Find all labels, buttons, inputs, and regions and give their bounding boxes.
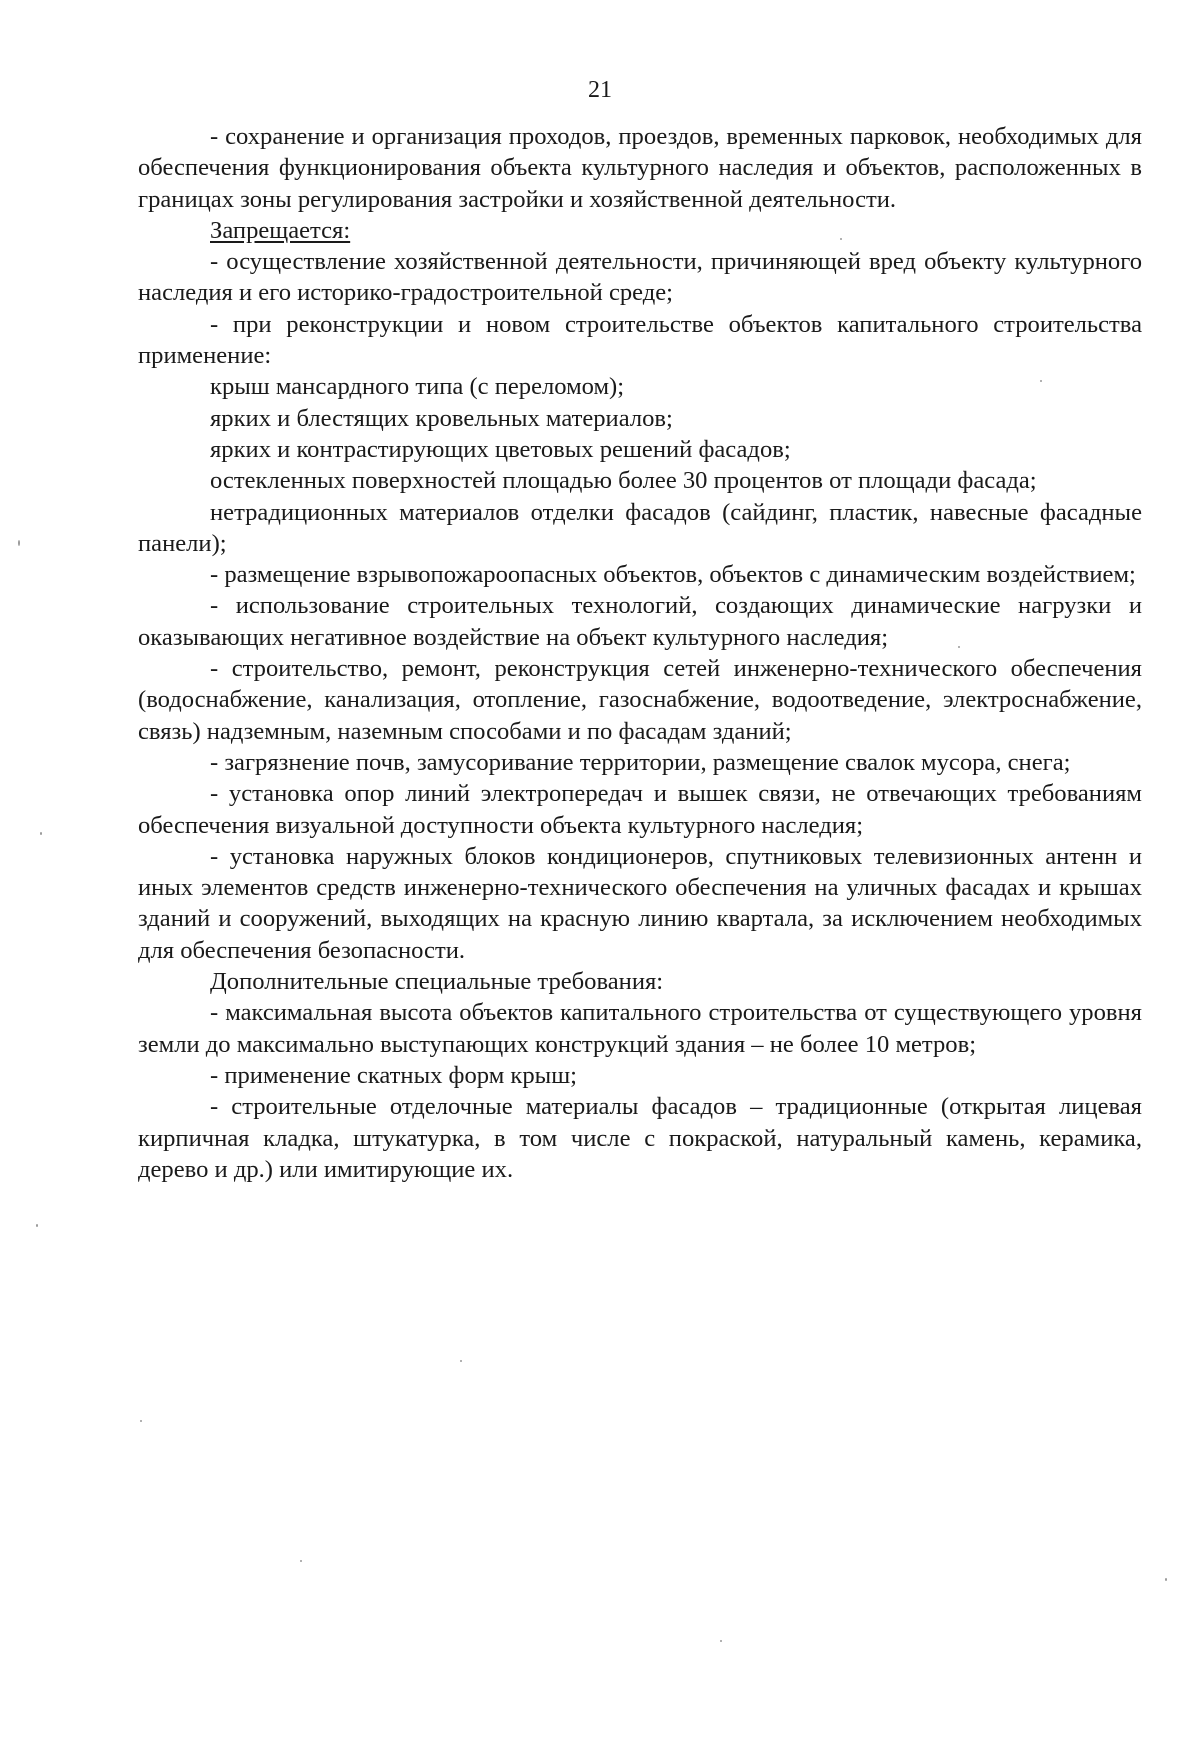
paragraph-external-units: - установка наружных блоков кондиционеров, спутниковых телевизионных антенн и иных элементов средств инженерно-технического обеспечения на уличных фасадах и крышах зданий и сооружений, выходящих на красную линию квартала, за исключением необходимых для обеспечения безопасности. [138, 842, 1142, 964]
prohibited-heading-label: Запрещается: [210, 216, 351, 244]
list-item-contrast-facades: ярких и контрастирующих цветовых решений фасадов; [210, 435, 791, 463]
scan-speck [40, 832, 42, 835]
paragraph-pitched-roofs: - применение скатных форм крыш; [210, 1061, 577, 1089]
scan-speck [140, 1420, 142, 1422]
paragraph-harmful-activity: - осуществление хозяйственной деятельности, причиняющей вред объекту культурного наследия и его историко-градостроительной среде; [138, 248, 1142, 307]
scan-speck [720, 1640, 722, 1642]
scan-speck [18, 540, 20, 546]
list-item-mansard-roofs: крыш мансардного типа (с переломом); [210, 373, 625, 401]
list-item-nontraditional-materials: нетрадиционных материалов отделки фасадов (сайдинг, пластик, навесные фасадные панели); [138, 498, 1142, 557]
page-number: 21 [588, 77, 612, 103]
paragraph-preserve-passages: - сохранение и организация проходов, проездов, временных парковок, необходимых для обеспечения функционирования объекта культурного наследия и объектов, расположенных в границах зоны регулирования застройки и хозяйственной деятельности. [138, 123, 1142, 213]
paragraph-soil-pollution: - загрязнение почв, замусоривание территории, размещение свалок мусора, снега; [210, 748, 1071, 776]
paragraph-utility-networks: - строительство, ремонт, реконструкция сетей инженерно-технического обеспечения (водоснабжение, канализация, отопление, газоснабжение, водоотведение, электроснабжение, связь) надземным, наземным способами и по фасадам зданий; [138, 655, 1142, 745]
list-item-bright-roofing: ярких и блестящих кровельных материалов; [210, 404, 673, 432]
list-item-glazed-surfaces: остекленных поверхностей площадью более 30 процентов от площади фасада; [210, 467, 1037, 495]
paragraph-max-height: - максимальная высота объектов капитального строительства от существующего уровня земли до максимально выступающих конструкций здания – не более 10 метров; [138, 999, 1142, 1058]
document-body [138, 121, 1142, 1185]
paragraph-reconstruction-use: - при реконструкции и новом строительстве объектов капитального строительства применение: [138, 310, 1142, 370]
scan-speck [36, 1224, 38, 1227]
paragraph-explosive-objects: - размещение взрывопожароопасных объектов, объектов с динамическим воздействием; [210, 561, 1136, 589]
section-heading-prohibited [138, 215, 1142, 246]
scan-speck [840, 238, 842, 240]
scan-speck [1165, 1578, 1167, 1581]
section-heading-additional-requirements: Дополнительные специальные требования: [210, 968, 664, 996]
paragraph-finishing-materials: - строительные отделочные материалы фасадов – традиционные (открытая лицевая кирпичная кладка, штукатурка, в том числе с покраской, натуральный камень, керамика, дерево и др.) или имитирующие их. [138, 1093, 1142, 1183]
scan-speck [300, 1560, 302, 1562]
scan-speck [1040, 380, 1042, 382]
scan-speck [958, 646, 960, 648]
paragraph-dynamic-technologies: - использование строительных технологий, создающих динамические нагрузки и оказывающих негативное воздействие на объект культурного наследия; [138, 592, 1142, 651]
paragraph-power-line-supports: - установка опор линий электропередач и вышек связи, не отвечающих требованиям обеспечения визуальной доступности объекта культурного наследия; [138, 780, 1142, 839]
scan-speck [460, 1360, 462, 1362]
